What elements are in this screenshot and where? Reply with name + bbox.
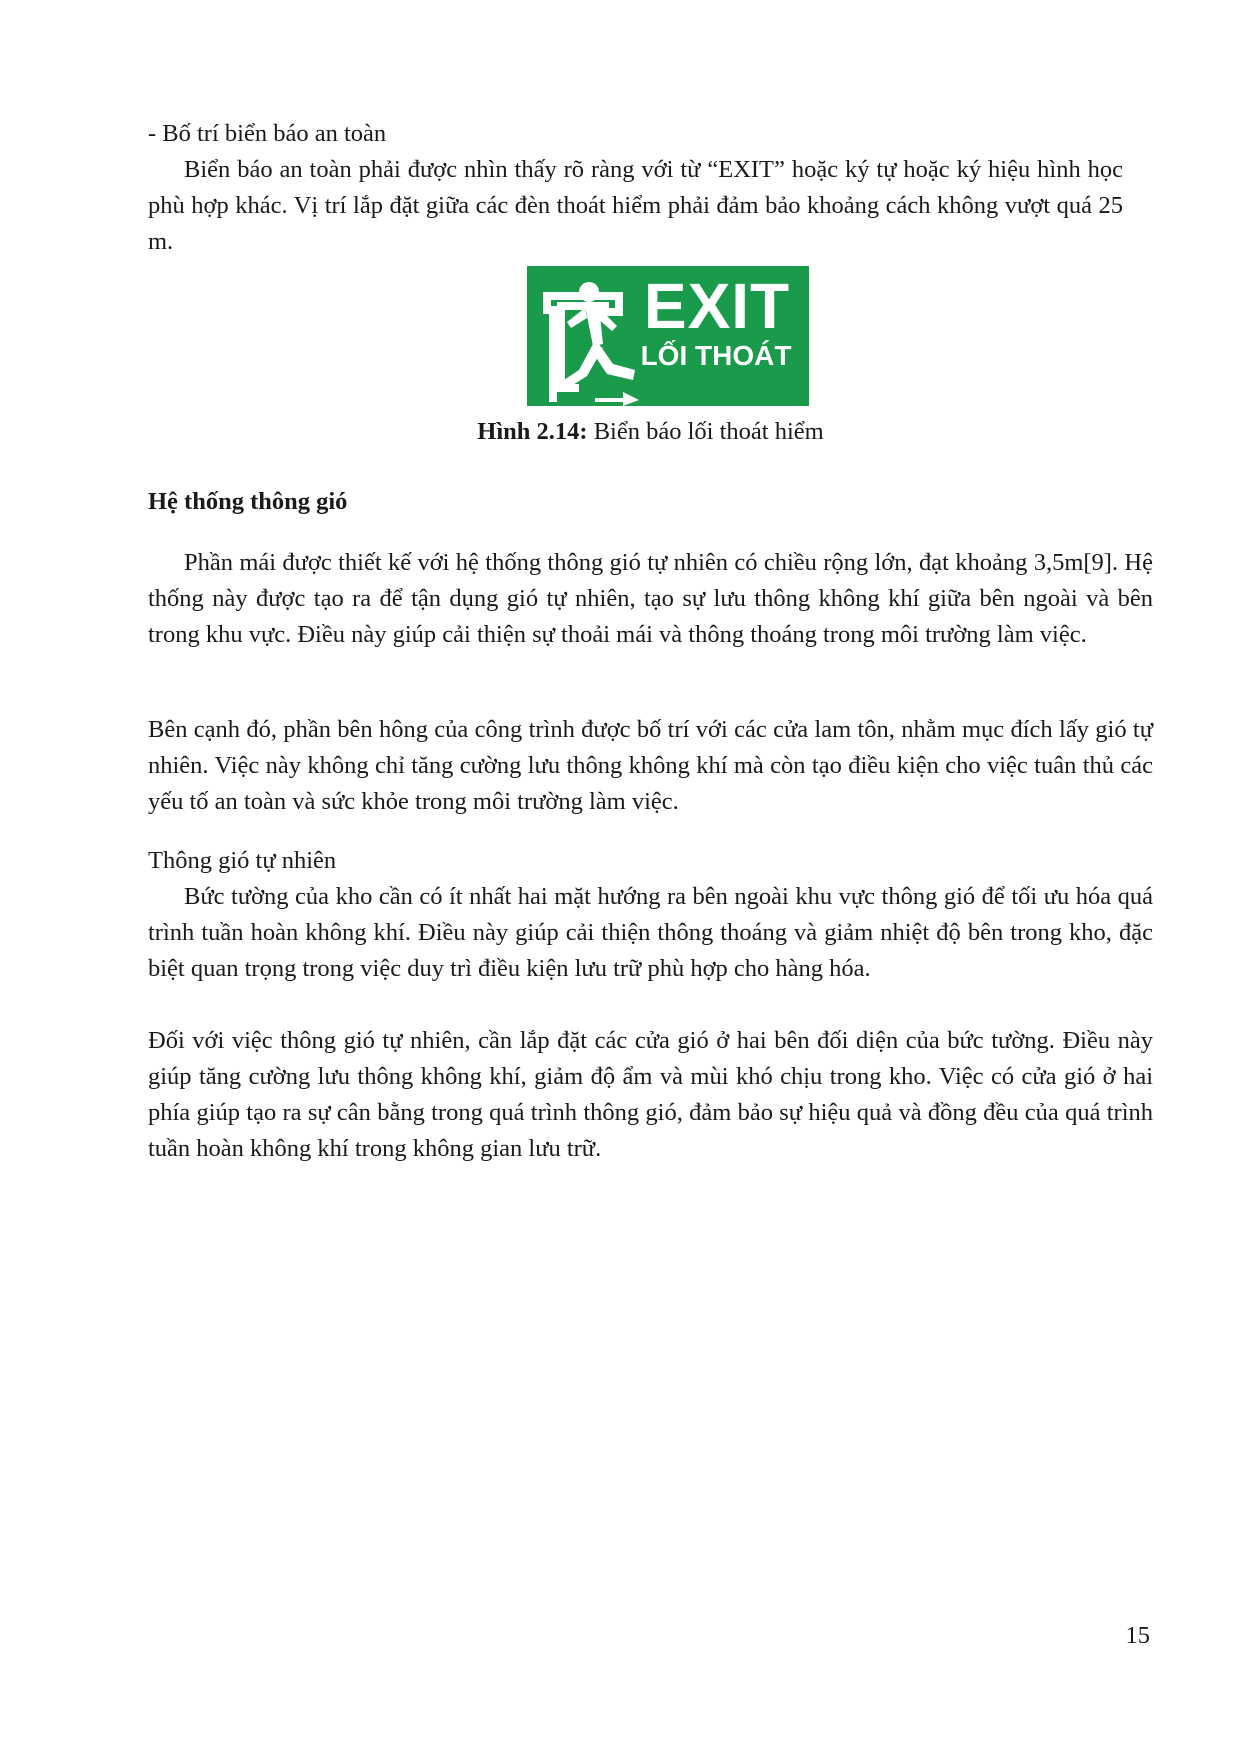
figure-exit-sign: [527, 266, 809, 406]
sign-vietnamese-text: LỐI THOÁT: [640, 340, 792, 371]
subheading-natural-ventilation: Thông gió tự nhiên: [148, 847, 337, 874]
caption-text: Biển báo lối thoát hiểm: [587, 418, 824, 445]
exit-sign-image: [527, 266, 809, 406]
sign-exit-text: EXIT: [643, 270, 791, 342]
paragraph-vents: Đối với việc thông gió tự nhiên, cần lắp đặt các cửa gió ở hai bên đối diện của bức tường. Điều này giúp tăng cường lưu thông không khí, giảm độ ẩm và mùi khó chịu trong kho. Việc có cửa gió ở hai phía giúp tạo ra sự cân bằng trong quá trình thông gió, đảm bảo sự hiệu quả và đồng đều của quá trình tuần hoàn không khí trong không gian lưu trữ.: [148, 1027, 1153, 1162]
section-heading-safety-signs: - Bố trí biển báo an toàn: [148, 120, 387, 147]
figure-caption: [148, 414, 1153, 450]
paragraph-walls: Bức tường của kho cần có ít nhất hai mặt hướng ra bên ngoài khu vực thông gió để tối ưu hóa quá trình tuần hoàn không khí. Điều này giúp cải thiện thông thoáng và giảm nhiệt độ bên trong kho, đặc biệt quan trọng trong việc duy trì điều kiện lưu trữ phù hợp cho hàng hóa.: [148, 883, 1153, 982]
page-number: 15: [1125, 1622, 1150, 1649]
paragraph-safety-signs: Biển báo an toàn phải được nhìn thấy rõ ràng với từ “EXIT” hoặc ký tự hoặc ký hiệu hình học phù hợp khác. Vị trí lắp đặt giữa các đèn thoát hiểm phải đảm bảo khoảng cách không vượt quá 25 m.: [148, 156, 1123, 255]
paragraph-side-louvers: Bên cạnh đó, phần bên hông của công trình được bố trí với các cửa lam tôn, nhằm mục đích lấy gió tự nhiên. Việc này không chỉ tăng cường lưu thông không khí mà còn tạo điều kiện cho việc tuân thủ các yếu tố an toàn và sức khỏe trong môi trường làm việc.: [148, 716, 1153, 815]
section-heading-ventilation: Hệ thống thông gió: [148, 488, 348, 515]
caption-label: Hình 2.14:: [477, 418, 588, 445]
paragraph-roof-ventilation: Phần mái được thiết kế với hệ thống thông gió tự nhiên có chiều rộng lớn, đạt khoảng 3,5m[9]. Hệ thống này được tạo ra để tận dụng gió tự nhiên, tạo sự lưu thông không khí giữa bên ngoài và bên trong khu vực. Điều này giúp cải thiện sự thoải mái và thông thoáng trong môi trường làm việc.: [148, 549, 1153, 648]
